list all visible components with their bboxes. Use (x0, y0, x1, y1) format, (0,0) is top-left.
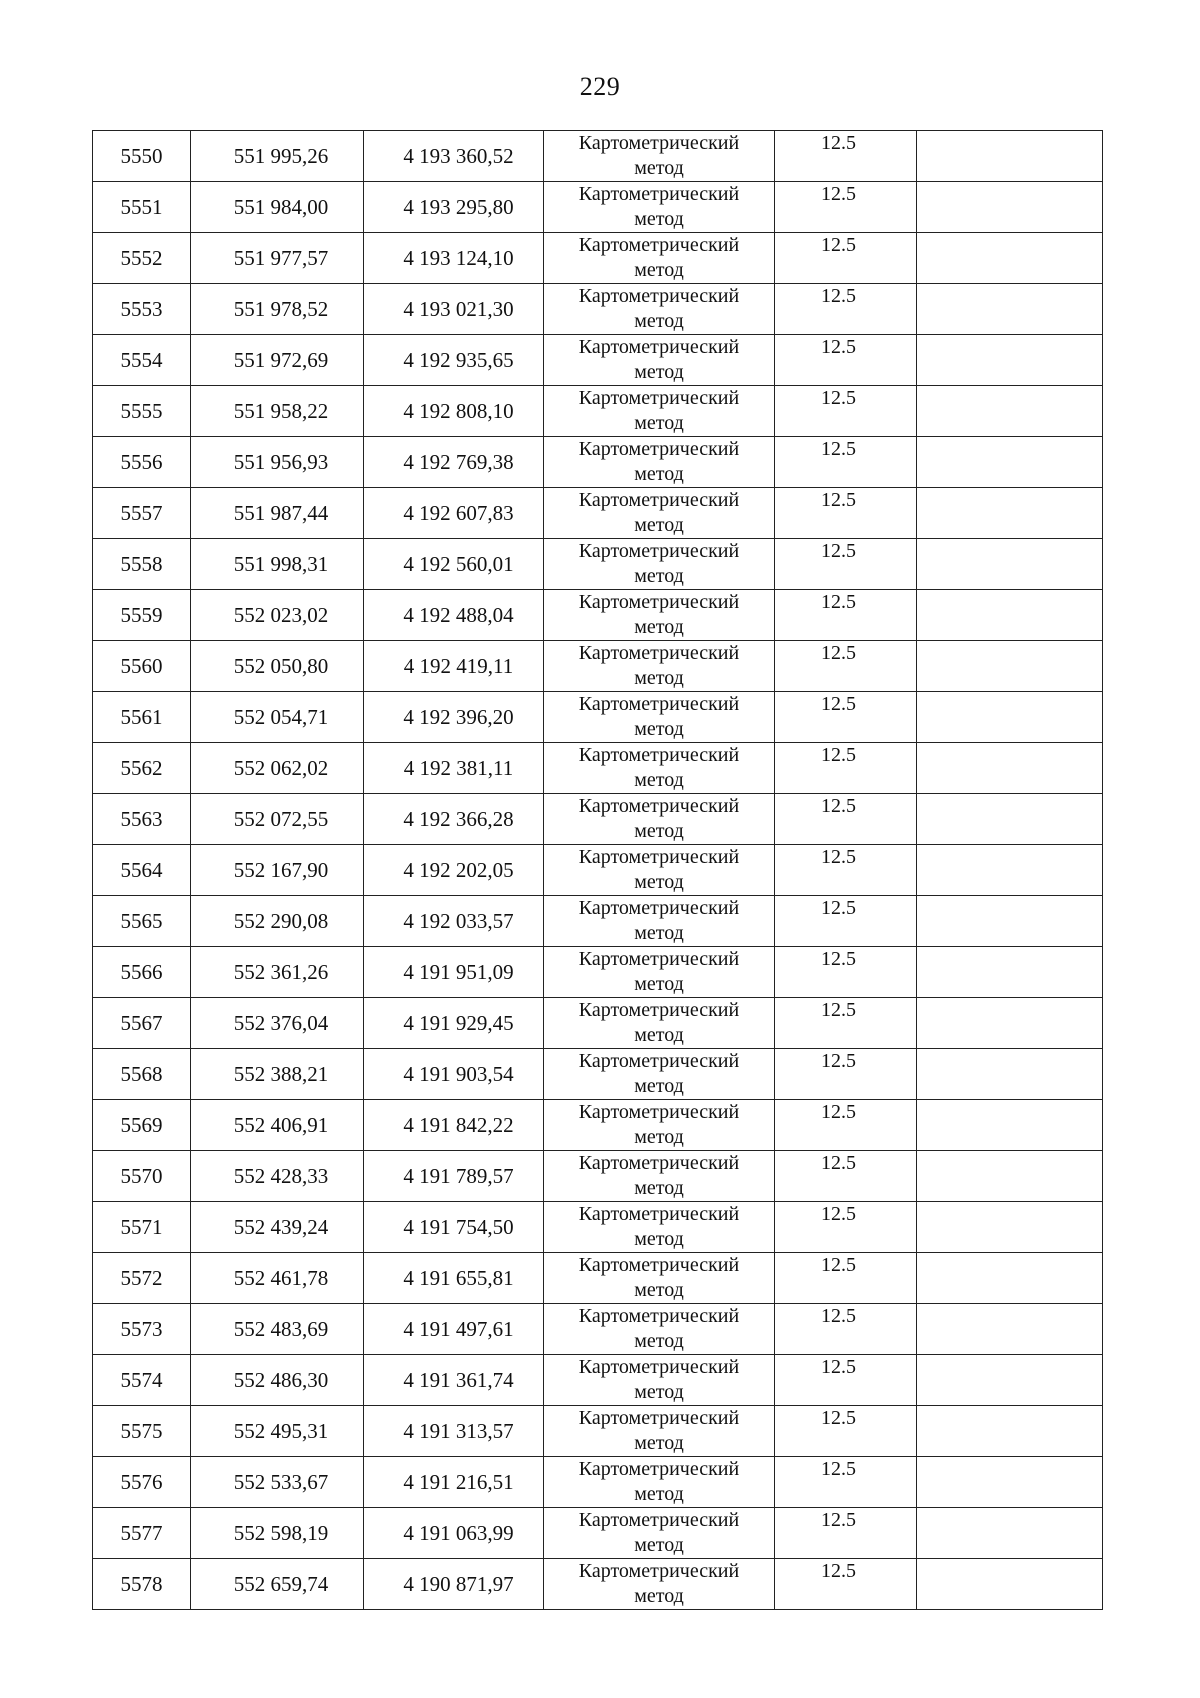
point-number-cell: 5564 (93, 845, 191, 896)
accuracy-cell: 12.5 (775, 1202, 917, 1253)
method-line-1: Картометрический (578, 1407, 740, 1429)
method-cell (544, 284, 775, 335)
y-coordinate-cell: 4 193 295,80 (364, 182, 544, 233)
table-row (93, 1559, 1103, 1610)
page-number: 229 (579, 72, 621, 101)
method-cell (544, 998, 775, 1049)
point-number-cell: 5577 (93, 1508, 191, 1559)
y-coordinate-cell: 4 191 951,09 (364, 947, 544, 998)
y-coordinate-cell: 4 191 929,45 (364, 998, 544, 1049)
table-row (93, 335, 1103, 386)
y-coordinate-cell: 4 191 313,57 (364, 1406, 544, 1457)
point-number-cell: 5571 (93, 1202, 191, 1253)
table-row (93, 1457, 1103, 1508)
table-row (93, 1508, 1103, 1559)
method-line-2: метод (634, 820, 684, 842)
table-row (93, 743, 1103, 794)
point-number-cell: 5558 (93, 539, 191, 590)
x-coordinate-cell: 551 998,31 (191, 539, 364, 590)
point-number-cell: 5566 (93, 947, 191, 998)
note-cell (917, 386, 1103, 437)
y-coordinate-cell: 4 191 497,61 (364, 1304, 544, 1355)
accuracy-cell: 12.5 (775, 845, 917, 896)
x-coordinate-cell: 551 995,26 (191, 131, 364, 182)
method-cell (544, 845, 775, 896)
point-number-cell: 5568 (93, 1049, 191, 1100)
x-coordinate-cell: 552 598,19 (191, 1508, 364, 1559)
x-coordinate-cell: 551 958,22 (191, 386, 364, 437)
table-row (93, 1355, 1103, 1406)
x-coordinate-cell: 551 987,44 (191, 488, 364, 539)
accuracy-cell: 12.5 (775, 1406, 917, 1457)
note-cell (917, 1202, 1103, 1253)
x-coordinate-cell: 551 978,52 (191, 284, 364, 335)
x-coordinate-cell: 552 290,08 (191, 896, 364, 947)
y-coordinate-cell: 4 192 419,11 (364, 641, 544, 692)
note-cell (917, 1049, 1103, 1100)
accuracy-cell: 12.5 (775, 1253, 917, 1304)
table-row (93, 998, 1103, 1049)
table-row (93, 590, 1103, 641)
accuracy-cell: 12.5 (775, 1559, 917, 1610)
method-line-2: метод (634, 1381, 684, 1403)
y-coordinate-cell: 4 193 124,10 (364, 233, 544, 284)
point-number-cell: 5552 (93, 233, 191, 284)
method-line-1: Картометрический (578, 1254, 740, 1276)
point-number-cell: 5565 (93, 896, 191, 947)
method-line-2: метод (634, 1432, 684, 1454)
accuracy-cell: 12.5 (775, 692, 917, 743)
method-line-1: Картометрический (578, 387, 740, 409)
method-cell (544, 1406, 775, 1457)
y-coordinate-cell: 4 191 063,99 (364, 1508, 544, 1559)
note-cell (917, 1457, 1103, 1508)
note-cell (917, 1406, 1103, 1457)
table-row (93, 1100, 1103, 1151)
x-coordinate-cell: 551 977,57 (191, 233, 364, 284)
note-cell (917, 1355, 1103, 1406)
y-coordinate-cell: 4 192 935,65 (364, 335, 544, 386)
note-cell (917, 641, 1103, 692)
accuracy-cell: 12.5 (775, 539, 917, 590)
point-number-cell: 5550 (93, 131, 191, 182)
accuracy-cell: 12.5 (775, 233, 917, 284)
x-coordinate-cell: 552 533,67 (191, 1457, 364, 1508)
method-cell (544, 386, 775, 437)
note-cell (917, 947, 1103, 998)
method-line-1: Картометрический (578, 1509, 740, 1531)
method-line-1: Картометрический (578, 591, 740, 613)
accuracy-cell: 12.5 (775, 335, 917, 386)
x-coordinate-cell: 552 062,02 (191, 743, 364, 794)
method-cell (544, 947, 775, 998)
method-line-1: Картометрический (578, 285, 740, 307)
y-coordinate-cell: 4 192 366,28 (364, 794, 544, 845)
table-row (93, 896, 1103, 947)
method-cell (544, 1202, 775, 1253)
method-line-1: Картометрический (578, 1050, 740, 1072)
method-line-1: Картометрический (578, 1356, 740, 1378)
accuracy-cell: 12.5 (775, 1151, 917, 1202)
method-line-1: Картометрический (578, 897, 740, 919)
point-number-cell: 5551 (93, 182, 191, 233)
coordinates-table-body (93, 131, 1103, 1610)
note-cell (917, 1304, 1103, 1355)
table-row (93, 845, 1103, 896)
x-coordinate-cell: 552 483,69 (191, 1304, 364, 1355)
table-row (93, 1151, 1103, 1202)
coordinates-table (92, 130, 1103, 1610)
y-coordinate-cell: 4 191 903,54 (364, 1049, 544, 1100)
method-line-1: Картометрический (578, 234, 740, 256)
x-coordinate-cell: 552 054,71 (191, 692, 364, 743)
x-coordinate-cell: 552 023,02 (191, 590, 364, 641)
method-line-2: метод (634, 1279, 684, 1301)
note-cell (917, 590, 1103, 641)
y-coordinate-cell: 4 192 808,10 (364, 386, 544, 437)
method-cell (544, 692, 775, 743)
method-cell (544, 1049, 775, 1100)
table-row (93, 386, 1103, 437)
note-cell (917, 1559, 1103, 1610)
table-row (93, 182, 1103, 233)
method-line-2: метод (634, 718, 684, 740)
x-coordinate-cell: 551 956,93 (191, 437, 364, 488)
y-coordinate-cell: 4 191 361,74 (364, 1355, 544, 1406)
method-line-2: метод (634, 157, 684, 179)
y-coordinate-cell: 4 193 360,52 (364, 131, 544, 182)
method-line-2: метод (634, 871, 684, 893)
accuracy-cell: 12.5 (775, 794, 917, 845)
method-line-1: Картометрический (578, 948, 740, 970)
method-line-1: Картометрический (578, 1458, 740, 1480)
method-line-2: метод (634, 208, 684, 230)
method-cell (544, 590, 775, 641)
table-row (93, 1202, 1103, 1253)
table-row (93, 131, 1103, 182)
method-line-2: метод (634, 1024, 684, 1046)
x-coordinate-cell: 552 495,31 (191, 1406, 364, 1457)
method-line-2: метод (634, 1585, 684, 1607)
method-cell (544, 641, 775, 692)
note-cell (917, 998, 1103, 1049)
note-cell (917, 131, 1103, 182)
note-cell (917, 284, 1103, 335)
accuracy-cell: 12.5 (775, 131, 917, 182)
method-cell (544, 1559, 775, 1610)
table-row (93, 284, 1103, 335)
method-line-1: Картометрический (578, 438, 740, 460)
note-cell (917, 1151, 1103, 1202)
method-cell (544, 131, 775, 182)
accuracy-cell: 12.5 (775, 1355, 917, 1406)
point-number-cell: 5570 (93, 1151, 191, 1202)
note-cell (917, 233, 1103, 284)
method-line-2: метод (634, 514, 684, 536)
accuracy-cell: 12.5 (775, 284, 917, 335)
method-line-2: метод (634, 259, 684, 281)
method-line-2: метод (634, 1228, 684, 1250)
method-cell (544, 1253, 775, 1304)
table-row (93, 947, 1103, 998)
accuracy-cell: 12.5 (775, 488, 917, 539)
note-cell (917, 539, 1103, 590)
accuracy-cell: 12.5 (775, 1457, 917, 1508)
x-coordinate-cell: 551 984,00 (191, 182, 364, 233)
point-number-cell: 5578 (93, 1559, 191, 1610)
x-coordinate-cell: 552 406,91 (191, 1100, 364, 1151)
method-line-2: метод (634, 667, 684, 689)
method-line-1: Картометрический (578, 1152, 740, 1174)
method-line-2: метод (634, 463, 684, 485)
method-line-2: метод (634, 1075, 684, 1097)
y-coordinate-cell: 4 191 842,22 (364, 1100, 544, 1151)
x-coordinate-cell: 552 461,78 (191, 1253, 364, 1304)
point-number-cell: 5559 (93, 590, 191, 641)
point-number-cell: 5572 (93, 1253, 191, 1304)
table-row (93, 1253, 1103, 1304)
point-number-cell: 5555 (93, 386, 191, 437)
x-coordinate-cell: 552 439,24 (191, 1202, 364, 1253)
method-line-2: метод (634, 565, 684, 587)
table-row (93, 1406, 1103, 1457)
y-coordinate-cell: 4 192 488,04 (364, 590, 544, 641)
y-coordinate-cell: 4 192 607,83 (364, 488, 544, 539)
point-number-cell: 5554 (93, 335, 191, 386)
y-coordinate-cell: 4 192 381,11 (364, 743, 544, 794)
method-cell (544, 1508, 775, 1559)
note-cell (917, 1253, 1103, 1304)
x-coordinate-cell: 552 486,30 (191, 1355, 364, 1406)
method-line-2: метод (634, 769, 684, 791)
method-cell (544, 1100, 775, 1151)
table-row (93, 794, 1103, 845)
y-coordinate-cell: 4 192 396,20 (364, 692, 544, 743)
table-row (93, 488, 1103, 539)
x-coordinate-cell: 552 361,26 (191, 947, 364, 998)
accuracy-cell: 12.5 (775, 641, 917, 692)
x-coordinate-cell: 552 388,21 (191, 1049, 364, 1100)
method-cell (544, 1457, 775, 1508)
method-line-2: метод (634, 973, 684, 995)
method-cell (544, 539, 775, 590)
table-row (93, 1049, 1103, 1100)
method-line-1: Картометрический (578, 540, 740, 562)
method-line-1: Картометрический (578, 795, 740, 817)
accuracy-cell: 12.5 (775, 947, 917, 998)
accuracy-cell: 12.5 (775, 1508, 917, 1559)
x-coordinate-cell: 552 072,55 (191, 794, 364, 845)
method-line-1: Картометрический (578, 642, 740, 664)
point-number-cell: 5575 (93, 1406, 191, 1457)
method-cell (544, 743, 775, 794)
method-line-1: Картометрический (578, 1101, 740, 1123)
point-number-cell: 5557 (93, 488, 191, 539)
point-number-cell: 5567 (93, 998, 191, 1049)
table-row (93, 539, 1103, 590)
method-line-2: метод (634, 1126, 684, 1148)
method-line-1: Картометрический (578, 1560, 740, 1582)
method-cell (544, 488, 775, 539)
method-line-1: Картометрический (578, 336, 740, 358)
method-line-2: метод (634, 922, 684, 944)
method-cell (544, 1151, 775, 1202)
x-coordinate-cell: 552 167,90 (191, 845, 364, 896)
accuracy-cell: 12.5 (775, 896, 917, 947)
y-coordinate-cell: 4 192 202,05 (364, 845, 544, 896)
note-cell (917, 1508, 1103, 1559)
note-cell (917, 743, 1103, 794)
method-line-1: Картометрический (578, 744, 740, 766)
y-coordinate-cell: 4 190 871,97 (364, 1559, 544, 1610)
y-coordinate-cell: 4 191 754,50 (364, 1202, 544, 1253)
y-coordinate-cell: 4 193 021,30 (364, 284, 544, 335)
x-coordinate-cell: 552 376,04 (191, 998, 364, 1049)
y-coordinate-cell: 4 192 769,38 (364, 437, 544, 488)
y-coordinate-cell: 4 192 033,57 (364, 896, 544, 947)
point-number-cell: 5560 (93, 641, 191, 692)
accuracy-cell: 12.5 (775, 590, 917, 641)
accuracy-cell: 12.5 (775, 743, 917, 794)
note-cell (917, 182, 1103, 233)
method-cell (544, 794, 775, 845)
method-line-1: Картометрический (578, 693, 740, 715)
method-line-2: метод (634, 1483, 684, 1505)
table-row (93, 1304, 1103, 1355)
method-cell (544, 1304, 775, 1355)
point-number-cell: 5556 (93, 437, 191, 488)
note-cell (917, 845, 1103, 896)
point-number-cell: 5574 (93, 1355, 191, 1406)
method-line-2: метод (634, 1177, 684, 1199)
accuracy-cell: 12.5 (775, 1304, 917, 1355)
point-number-cell: 5576 (93, 1457, 191, 1508)
point-number-cell: 5561 (93, 692, 191, 743)
note-cell (917, 692, 1103, 743)
point-number-cell: 5563 (93, 794, 191, 845)
y-coordinate-cell: 4 191 789,57 (364, 1151, 544, 1202)
method-line-2: метод (634, 412, 684, 434)
accuracy-cell: 12.5 (775, 1100, 917, 1151)
method-cell (544, 1355, 775, 1406)
method-line-1: Картометрический (578, 489, 740, 511)
y-coordinate-cell: 4 192 560,01 (364, 539, 544, 590)
method-line-1: Картометрический (578, 183, 740, 205)
method-line-2: метод (634, 1330, 684, 1352)
point-number-cell: 5553 (93, 284, 191, 335)
y-coordinate-cell: 4 191 655,81 (364, 1253, 544, 1304)
method-line-2: метод (634, 361, 684, 383)
method-line-2: метод (634, 310, 684, 332)
note-cell (917, 488, 1103, 539)
method-cell (544, 896, 775, 947)
table-row (93, 437, 1103, 488)
table-row (93, 692, 1103, 743)
method-cell (544, 233, 775, 284)
note-cell (917, 437, 1103, 488)
note-cell (917, 1100, 1103, 1151)
method-line-1: Картометрический (578, 132, 740, 154)
accuracy-cell: 12.5 (775, 437, 917, 488)
accuracy-cell: 12.5 (775, 998, 917, 1049)
method-line-1: Картометрический (578, 999, 740, 1021)
note-cell (917, 794, 1103, 845)
method-line-1: Картометрический (578, 1305, 740, 1327)
method-line-1: Картометрический (578, 846, 740, 868)
point-number-cell: 5569 (93, 1100, 191, 1151)
accuracy-cell: 12.5 (775, 182, 917, 233)
x-coordinate-cell: 552 428,33 (191, 1151, 364, 1202)
point-number-cell: 5573 (93, 1304, 191, 1355)
table-row (93, 641, 1103, 692)
x-coordinate-cell: 552 050,80 (191, 641, 364, 692)
method-line-2: метод (634, 1534, 684, 1556)
accuracy-cell: 12.5 (775, 1049, 917, 1100)
table-row (93, 233, 1103, 284)
method-line-2: метод (634, 616, 684, 638)
note-cell (917, 896, 1103, 947)
point-number-cell: 5562 (93, 743, 191, 794)
x-coordinate-cell: 551 972,69 (191, 335, 364, 386)
y-coordinate-cell: 4 191 216,51 (364, 1457, 544, 1508)
method-line-1: Картометрический (578, 1203, 740, 1225)
method-cell (544, 182, 775, 233)
x-coordinate-cell: 552 659,74 (191, 1559, 364, 1610)
note-cell (917, 335, 1103, 386)
method-cell (544, 437, 775, 488)
method-cell (544, 335, 775, 386)
accuracy-cell: 12.5 (775, 386, 917, 437)
